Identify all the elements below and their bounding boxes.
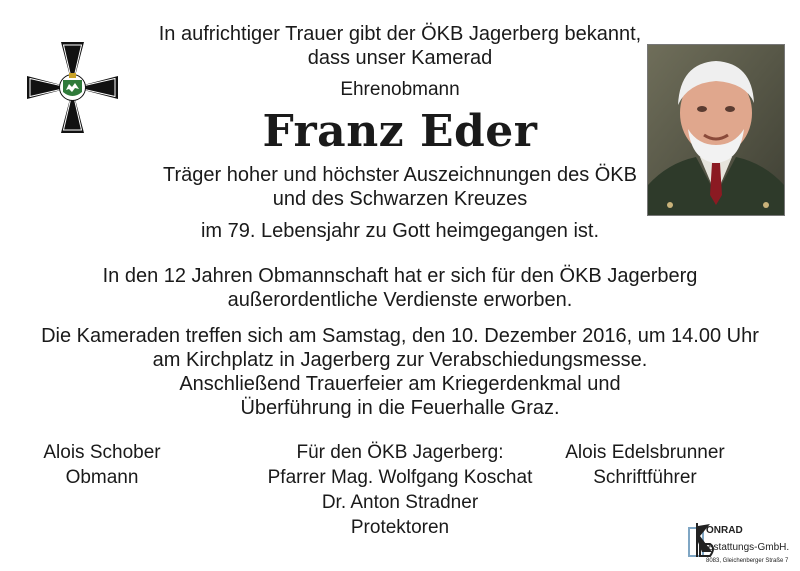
honorific-title: Ehrenobmann [340, 79, 460, 100]
ceremony-line-4: Überführung in die Feuerhalle Graz. [240, 397, 560, 419]
signatory-left-role: Obmann [65, 467, 139, 488]
funeral-home-address: 8083, Gleichenberger Straße 7 [706, 558, 789, 564]
portrait-photo [647, 44, 785, 216]
signatory-center-name-1: Pfarrer Mag. Wolfgang Koschat [267, 467, 533, 488]
signatory-left-name: Alois Schober [43, 442, 161, 463]
signatory-left [0, 440, 232, 490]
intro-line-1: In aufrichtiger Trauer gibt der ÖKB Jagerberg bekannt, [158, 23, 642, 45]
signatory-right-name: Alois Edelsbrunner [565, 442, 725, 463]
signatory-right [515, 440, 775, 490]
honors-line-2: und des Schwarzen Kreuzes [272, 188, 528, 210]
merits-line-2: außerordentliche Verdienste erworben. [227, 289, 573, 311]
funeral-home-logo [684, 520, 796, 570]
signatory-center [255, 440, 545, 540]
signatory-right-role: Schriftführer [593, 467, 697, 488]
merits-line-1: In den 12 Jahren Obmannschaft hat er sich für den ÖKB Jagerberg [102, 265, 698, 287]
signatory-center-name-2: Dr. Anton Stradner [321, 492, 479, 513]
intro-line-2: dass unser Kamerad [307, 47, 493, 69]
deceased-name: Franz Eder [262, 106, 538, 157]
funeral-home-company: estattungs-GmbH. [708, 542, 790, 553]
funeral-home-brand: ONRAD [706, 525, 743, 536]
passing-line: im 79. Lebensjahr zu Gott heimgegangen ist. [200, 220, 600, 242]
ceremony-line-1: Die Kameraden treffen sich am Samstag, den 10. Dezember 2016, um 14.00 Uhr [41, 325, 759, 347]
honors-line-1: Träger hoher und höchster Auszeichnungen des ÖKB [162, 164, 637, 186]
signatory-center-heading: Für den ÖKB Jagerberg: [296, 442, 504, 463]
ceremony-line-3: Anschließend Trauerfeier am Kriegerdenkmal und [179, 373, 621, 395]
signatory-center-role: Protektoren [350, 517, 450, 538]
ceremony-line-2: am Kirchplatz in Jagerberg zur Verabschiedungsmesse. [152, 349, 648, 371]
